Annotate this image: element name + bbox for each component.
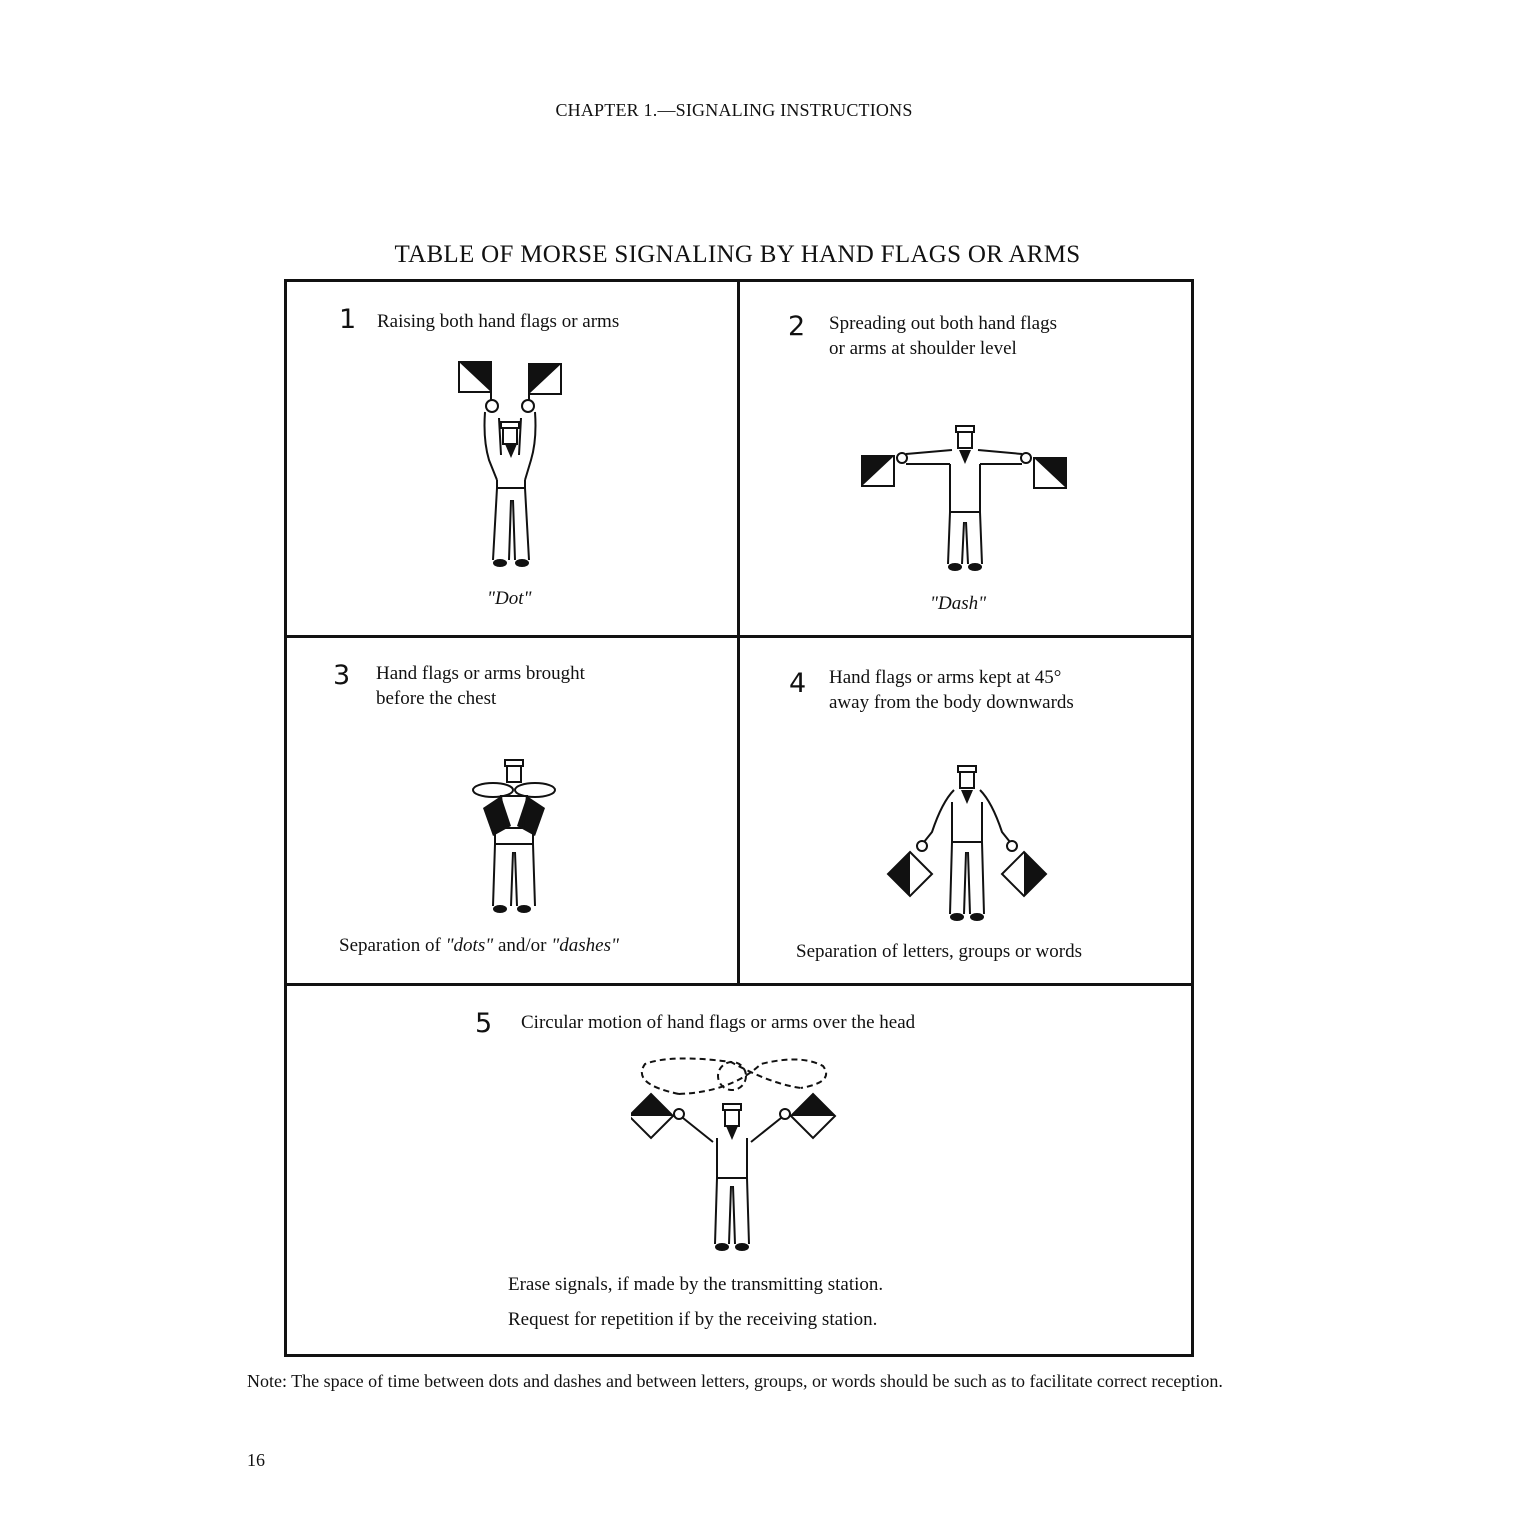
cell-caption: "Dash" bbox=[930, 593, 987, 614]
cell-number: 3 bbox=[333, 660, 351, 691]
cell-number: 5 bbox=[475, 1008, 493, 1039]
cell-description-line-1: Hand flags or arms brought bbox=[376, 663, 585, 684]
cell-description: Raising both hand flags or arms bbox=[377, 311, 620, 332]
sailor-flags-chest-icon bbox=[467, 756, 562, 916]
sailor-circular-motion-icon bbox=[631, 1054, 841, 1254]
running-head: CHAPTER 1.—SIGNALING INSTRUCTIONS bbox=[555, 100, 913, 120]
sailor-flags-shoulder-icon bbox=[858, 422, 1073, 572]
table-cell-1 bbox=[287, 282, 737, 635]
sailor-raising-flags-icon bbox=[455, 360, 575, 570]
cell-caption-line-1: Erase signals, if made by the transmitting station. bbox=[508, 1274, 884, 1295]
cell-description-line-2: before the chest bbox=[376, 688, 497, 709]
cell-description-line-2: or arms at shoulder level bbox=[829, 338, 1017, 359]
cell-description-line-1: Hand flags or arms kept at 45° bbox=[829, 667, 1062, 688]
page-number: 16 bbox=[247, 1450, 265, 1470]
table-cell-4 bbox=[740, 638, 1191, 983]
cell-caption: "Dot" bbox=[487, 588, 532, 609]
cell-number: 4 bbox=[789, 668, 807, 699]
cell-number: 2 bbox=[788, 311, 806, 342]
caption-text: Separation of bbox=[339, 935, 446, 956]
cell-description-line-2: away from the body downwards bbox=[829, 692, 1074, 713]
cell-caption: Separation of letters, groups or words bbox=[796, 941, 1082, 962]
cell-number: 1 bbox=[339, 304, 357, 335]
cell-caption bbox=[339, 935, 619, 957]
morse-signaling-table bbox=[284, 279, 1194, 1357]
caption-dashes: "dashes" bbox=[551, 935, 619, 956]
table-cell-5 bbox=[287, 986, 1191, 1354]
sailor-flags-45-icon bbox=[882, 762, 1052, 922]
table-cell-2 bbox=[740, 282, 1191, 635]
caption-text: and/or bbox=[493, 935, 552, 956]
footnote: Note: The space of time between dots and dashes and between letters, groups, or words should be such as to facilitate correct reception. bbox=[247, 1371, 1223, 1391]
cell-description: Circular motion of hand flags or arms over the head bbox=[521, 1012, 916, 1033]
table-cell-3 bbox=[287, 638, 737, 983]
cell-description-line-1: Spreading out both hand flags bbox=[829, 313, 1057, 334]
table-title: TABLE OF MORSE SIGNALING BY HAND FLAGS OR ARMS bbox=[394, 241, 1081, 268]
caption-dots: "dots" bbox=[445, 935, 494, 956]
cell-caption-line-2: Request for repetition if by the receiving station. bbox=[508, 1309, 878, 1330]
